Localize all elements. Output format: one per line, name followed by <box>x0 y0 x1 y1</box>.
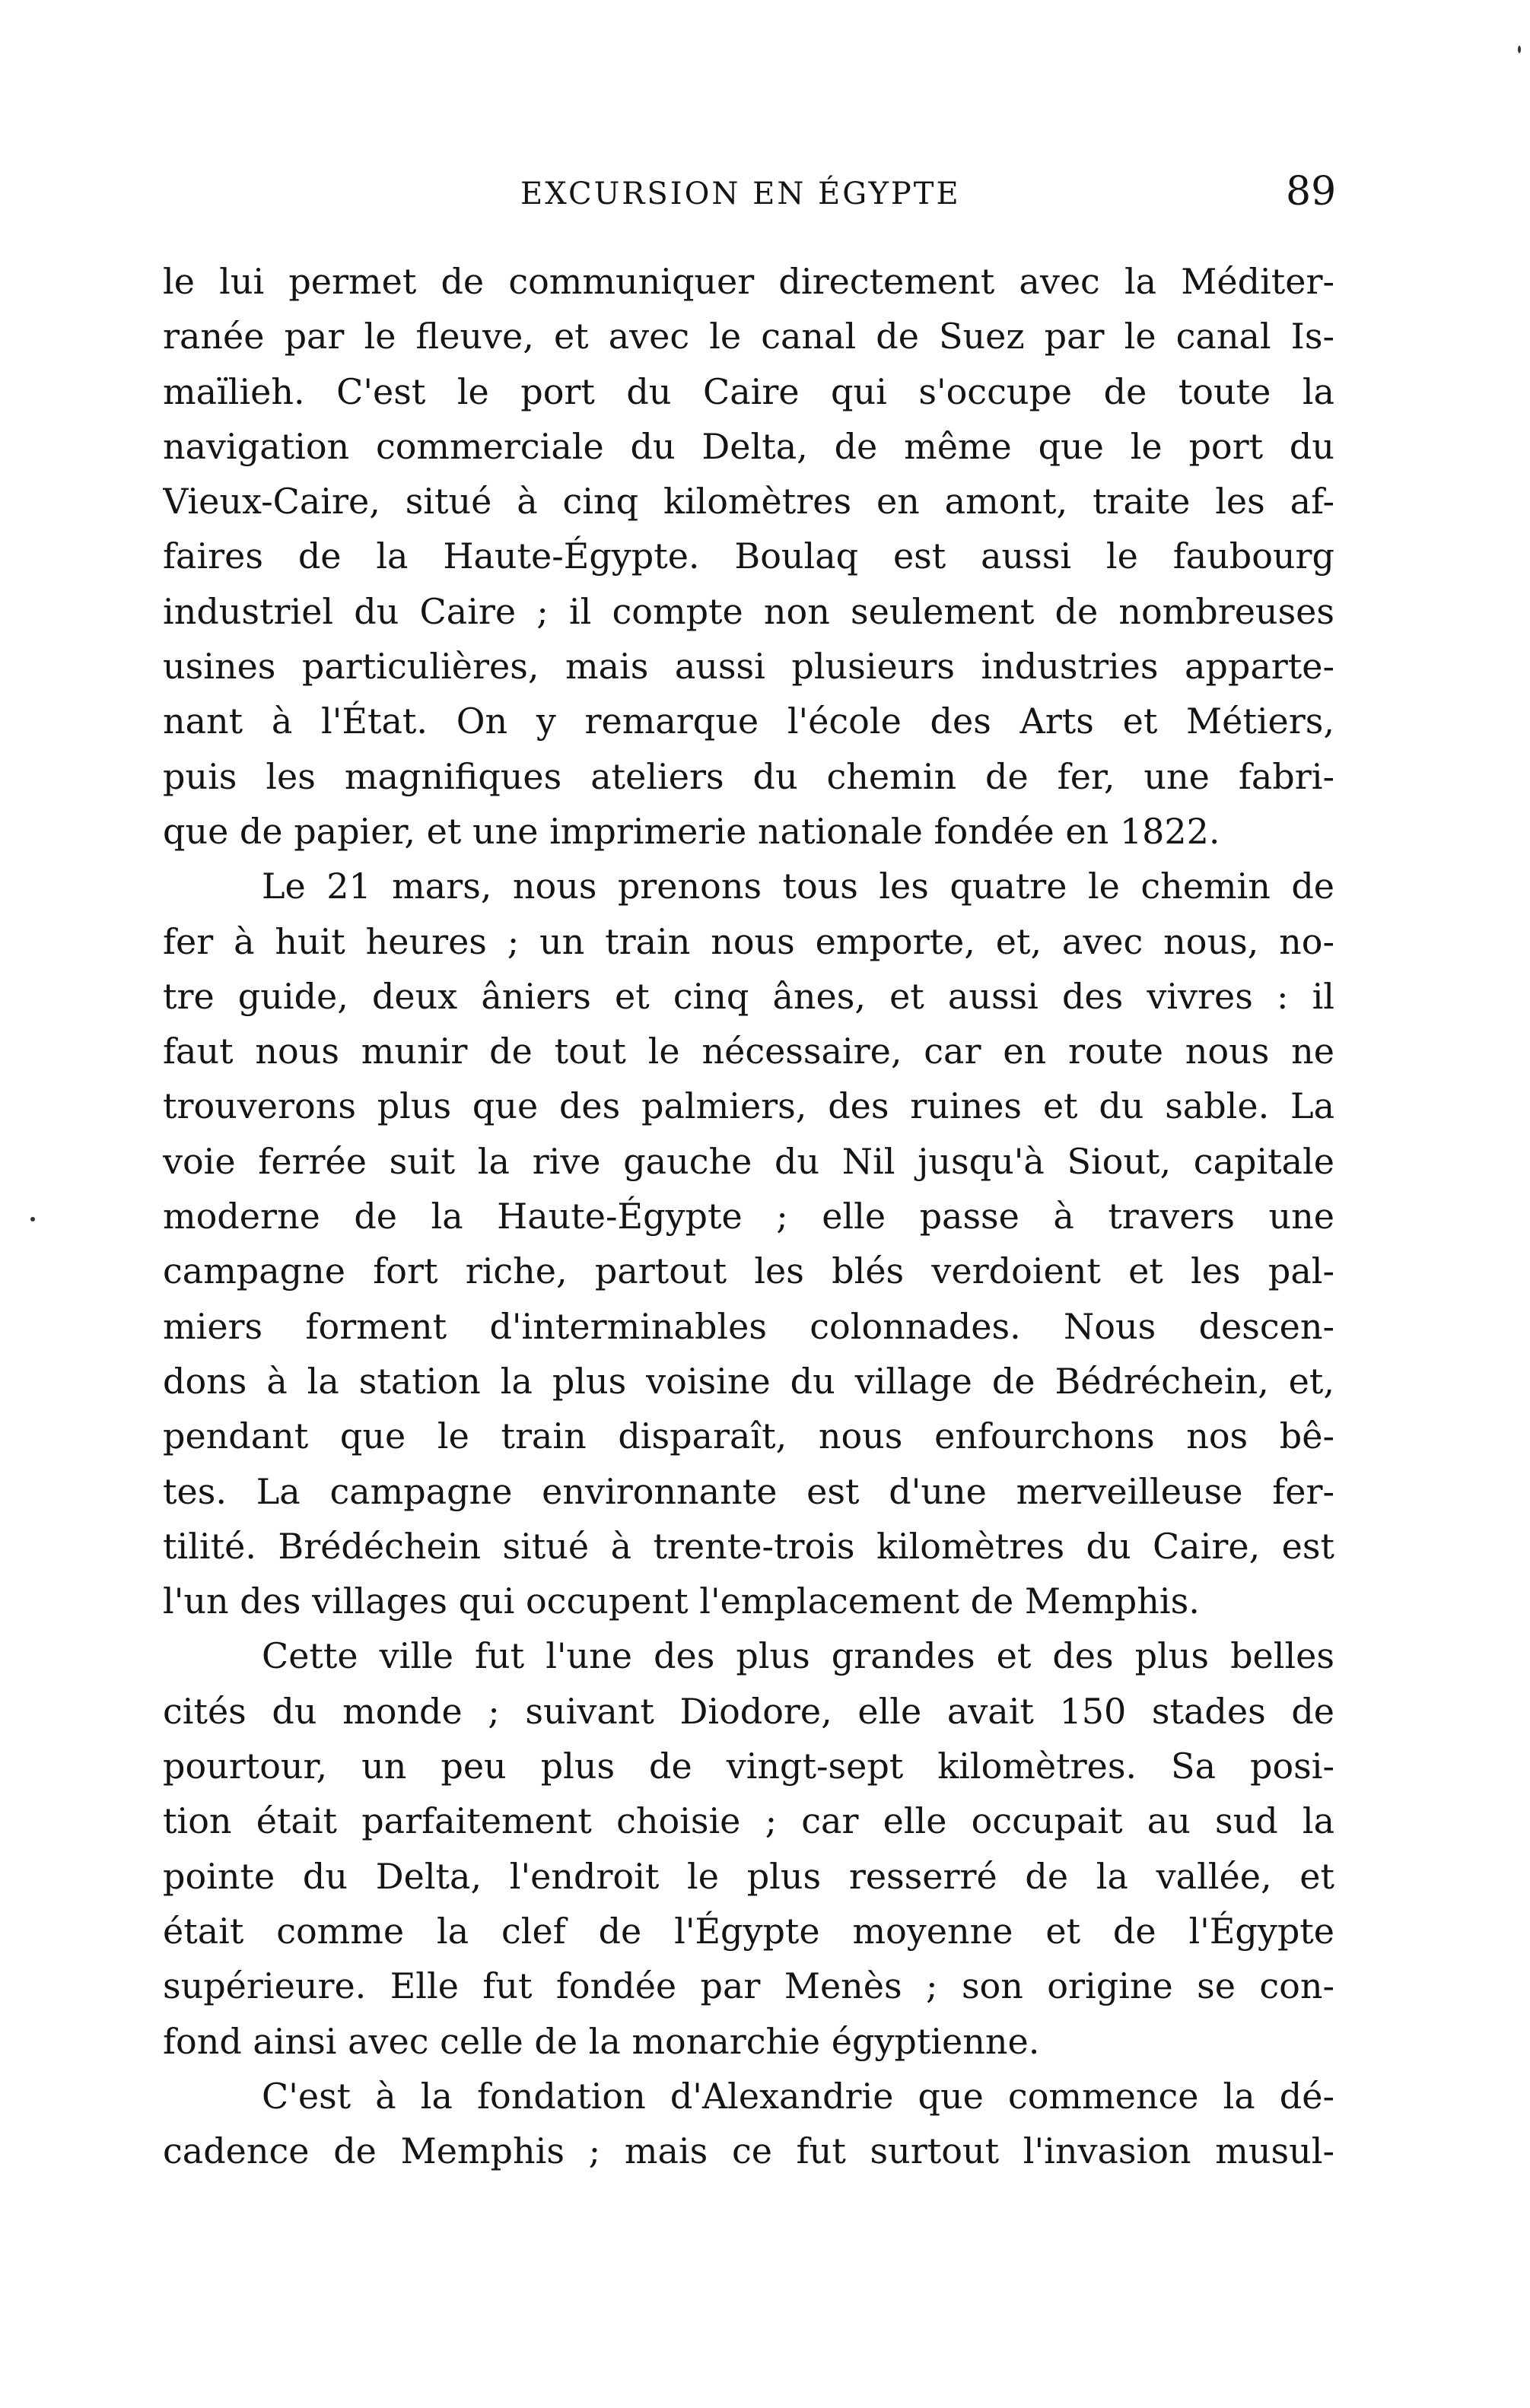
text-line: tre guide, deux âniers et cinq ânes, et aussi des vivres : il <box>163 975 1334 1017</box>
text-line: voie ferrée suit la rive gauche du Nil jusqu'à Siout, capitale <box>163 1140 1334 1182</box>
text-line: miers forment d'interminables colonnades. Nous descen- <box>163 1305 1334 1347</box>
text-line: puis les magnifiques ateliers du chemin de fer, une fabri- <box>163 755 1334 797</box>
text-line: était comme la clef de l'Égypte moyenne et de l'Égypte <box>163 1910 1334 1952</box>
text-line: cités du monde ; suivant Diodore, elle avait 150 stades de <box>163 1690 1334 1732</box>
text-line: trouverons plus que des palmiers, des ruines et du sable. La <box>163 1085 1334 1127</box>
text-line: le lui permet de communiquer directement avec la Méditer- <box>163 261 1334 302</box>
text-line: navigation commerciale du Delta, de même que le port du <box>163 425 1334 467</box>
running-title: EXCURSION EN ÉGYPTE <box>520 176 961 211</box>
text-line: que de papier, et une imprimerie nationale fondée en 1822. <box>163 810 1220 852</box>
text-line: pendant que le train disparaît, nous enfourchons nos bê- <box>163 1415 1334 1457</box>
body-text <box>163 254 1334 2178</box>
scan-speck <box>1518 46 1521 53</box>
text-line: maïlieh. C'est le port du Caire qui s'occupe de toute la <box>163 370 1334 412</box>
text-line: tion était parfaitement choisie ; car elle occupait au sud la <box>163 1800 1334 1842</box>
text-line: fer à huit heures ; un train nous emporte, et, avec nous, no- <box>163 920 1334 962</box>
text-line: nant à l'État. On y remarque l'école des Arts et Métiers, <box>163 700 1334 742</box>
text-line: Vieux-Caire, situé à cinq kilomètres en amont, traite les af- <box>163 481 1334 523</box>
text-line: ranée par le fleuve, et avec le canal de Suez par le canal Is- <box>163 316 1334 357</box>
text-line: industriel du Caire ; il compte non seulement de nombreuses <box>163 590 1334 632</box>
paragraph-first-line: Cette ville fut l'une des plus grandes et des plus belles <box>262 1635 1334 1677</box>
page-number: 89 <box>1286 169 1337 214</box>
text-line: moderne de la Haute-Égypte ; elle passe à travers une <box>163 1196 1334 1237</box>
text-line: tes. La campagne environnante est d'une merveilleuse fer- <box>163 1470 1334 1512</box>
text-line: pourtour, un peu plus de vingt-sept kilomètres. Sa posi- <box>163 1746 1334 1787</box>
text-line: pointe du Delta, l'endroit le plus resserré de la vallée, et <box>163 1855 1334 1897</box>
text-line: faires de la Haute-Égypte. Boulaq est aussi le faubourg <box>163 535 1334 577</box>
text-line: cadence de Memphis ; mais ce fut surtout l'invasion musul- <box>163 2130 1334 2172</box>
paragraph-first-line: Le 21 mars, nous prenons tous les quatre le chemin de <box>262 866 1334 907</box>
text-line: usines particulières, mais aussi plusieurs industries apparte- <box>163 646 1334 688</box>
text-line: dons à la station la plus voisine du village de Bédréchein, et, <box>163 1360 1334 1402</box>
scan-speck <box>30 1217 35 1221</box>
text-line: l'un des villages qui occupent l'emplacement de Memphis. <box>163 1580 1200 1622</box>
text-line: tilité. Brédéchein situé à trente-trois kilomètres du Caire, est <box>163 1525 1334 1567</box>
paragraph-first-line: C'est à la fondation d'Alexandrie que commence la dé- <box>262 2075 1334 2117</box>
text-line: faut nous munir de tout le nécessaire, car en route nous ne <box>163 1031 1334 1072</box>
text-line: fond ainsi avec celle de la monarchie égyptienne. <box>163 2020 1040 2062</box>
text-line: campagne fort riche, partout les blés verdoient et les pal- <box>163 1250 1334 1292</box>
text-line: supérieure. Elle fut fondée par Menès ; son origine se con- <box>163 1965 1334 2007</box>
